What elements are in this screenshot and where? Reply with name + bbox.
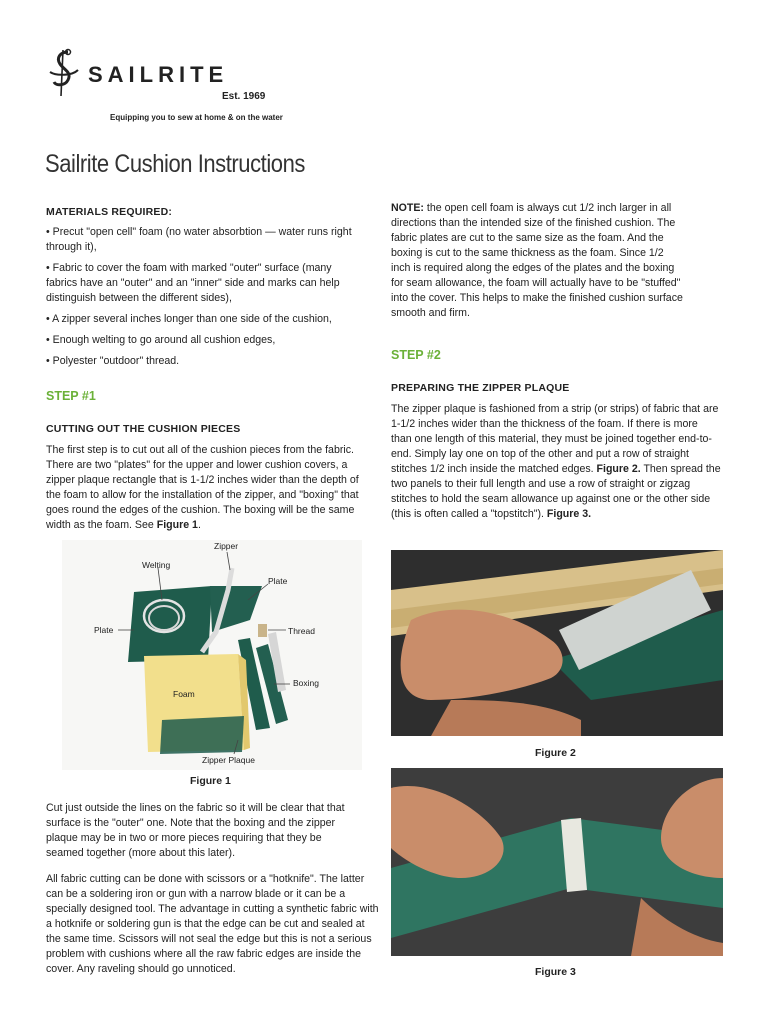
brand-name: SAILRITE	[88, 62, 229, 87]
materials-list	[46, 225, 364, 375]
step2-label: STEP #2	[391, 348, 441, 362]
step1-body: The first step is to cut out all of the cushion pieces from the fabric. There are two "plates" for the upper and lower cushion covers, a zipper plaque rectangle that is 1-1/2 inches wider than the depth of the foam to allow for the installation of the zipper, and "boxing" that goes round the edges of the cushion. The boxing will be the same width as the foam. See	[46, 444, 359, 531]
established: Est. 1969	[222, 91, 266, 102]
figure2-ref: Figure 2.	[596, 463, 641, 475]
note-text: the open cell foam is always cut 1/2 inch larger in all directions than the intended size of the finished cushion. The fabric plates are cut to the same size as the foam. And the boxing is cut to the same thickness as the foam. Since 1/2 inch is required along the edges of the plates and the boxing for seam allowance, the foam will actually have to be "stuffed" into the cover. This helps to make the finished cushion surface smooth and firm.	[391, 202, 683, 319]
step1-end: .	[197, 519, 201, 531]
figure2-caption: Figure 2	[535, 747, 576, 759]
list-item: • Enough welting to go around all cushion edges,	[46, 334, 276, 346]
figure1-label-foam: Foam	[173, 689, 195, 699]
list-item: • Polyester "outdoor" thread.	[46, 355, 180, 367]
list-item: • Precut "open cell" foam (no water absorbtion — water runs right through it),	[46, 226, 352, 253]
figure2-photo	[391, 550, 723, 736]
step1-text	[46, 443, 364, 533]
figure1-label-thread: Thread	[288, 626, 315, 636]
figure1-drawing	[62, 540, 362, 770]
zipper-leader	[227, 552, 230, 570]
list-item: • Fabric to cover the foam with marked "outer" surface (many fabrics have an "outer" and an "inner" side and marks can help distinguish between the different sides),	[46, 262, 340, 304]
step1-heading: CUTTING OUT THE CUSHION PIECES	[46, 423, 241, 435]
thread-shape	[258, 624, 267, 637]
sailrite-logo-icon	[46, 48, 82, 98]
list-item: • A zipper several inches longer than one side of the cushion,	[46, 313, 332, 325]
figure1-label-zipper: Zipper	[214, 541, 239, 551]
para-hotknife: All fabric cutting can be done with scissors or a "hotknife". The latter can be a soldering iron or gun with a narrow blade or it can be a specially designed tool. The advantage in cutting a synthetic fabric with a hotknife or soldering gun is that the edge can be cut and sealed at the same time. Scissors will not seal the edge but this is not a serious problem with cushions where all the raw fabric edges are inside the cover. Any raveling should go unnoticed.	[46, 873, 379, 975]
figure3-photo	[391, 768, 723, 956]
figure1-illustration	[62, 540, 362, 770]
figure1-ref: Figure 1	[156, 519, 198, 531]
step1-label: STEP #1	[46, 389, 96, 403]
figure3-ref: Figure 3.	[546, 508, 592, 520]
step2-body-b: Then spread the two panels to their full length and use a row of straight or zigzag stitches to hold the seam allowance up against one or the other side (this is often called a "topstitch").	[391, 463, 721, 520]
page-title: Sailrite Cushion Instructions	[45, 150, 305, 178]
figure1-label-boxing: Boxing	[293, 678, 319, 688]
logo	[46, 48, 82, 98]
step2-text	[391, 402, 721, 522]
figure1-label-zipper-plaque: Zipper Plaque	[202, 755, 255, 765]
tagline: Equipping you to sew at home & on the water	[110, 113, 283, 122]
para-cut-lines: Cut just outside the lines on the fabric so it will be clear that that surface is the "outer" one. Note that the boxing and the zipper plaque may be in two or more pieces requiring that they be seamed together (more about this later).	[46, 802, 345, 859]
step2-body-a: The zipper plaque is fashioned from a strip (or strips) of fabric that are 1-1/2 inches wider than the thickness of the foam. If there is more than one length of this material, they must be joined together end-to-end. Simply lay one on top of the other and put a row of straight stitches 1/2 inch inside the matched edges.	[391, 403, 719, 475]
figure2-drawing	[391, 550, 723, 736]
figure1-label-plate-left: Plate	[94, 625, 114, 635]
figure1-label-plate-right: Plate	[268, 576, 288, 586]
note-block	[391, 201, 683, 321]
figure1-label-welting: Welting	[142, 560, 171, 570]
plate-under-foam	[160, 716, 244, 754]
step2-heading: PREPARING THE ZIPPER PLAQUE	[391, 382, 570, 394]
materials-heading: MATERIALS REQUIRED:	[46, 206, 173, 218]
plate-left-shape	[128, 586, 212, 662]
figure3-caption: Figure 3	[535, 966, 576, 978]
note-label: NOTE:	[391, 202, 424, 214]
figure1-caption: Figure 1	[190, 775, 231, 787]
figure3-drawing	[391, 768, 723, 956]
